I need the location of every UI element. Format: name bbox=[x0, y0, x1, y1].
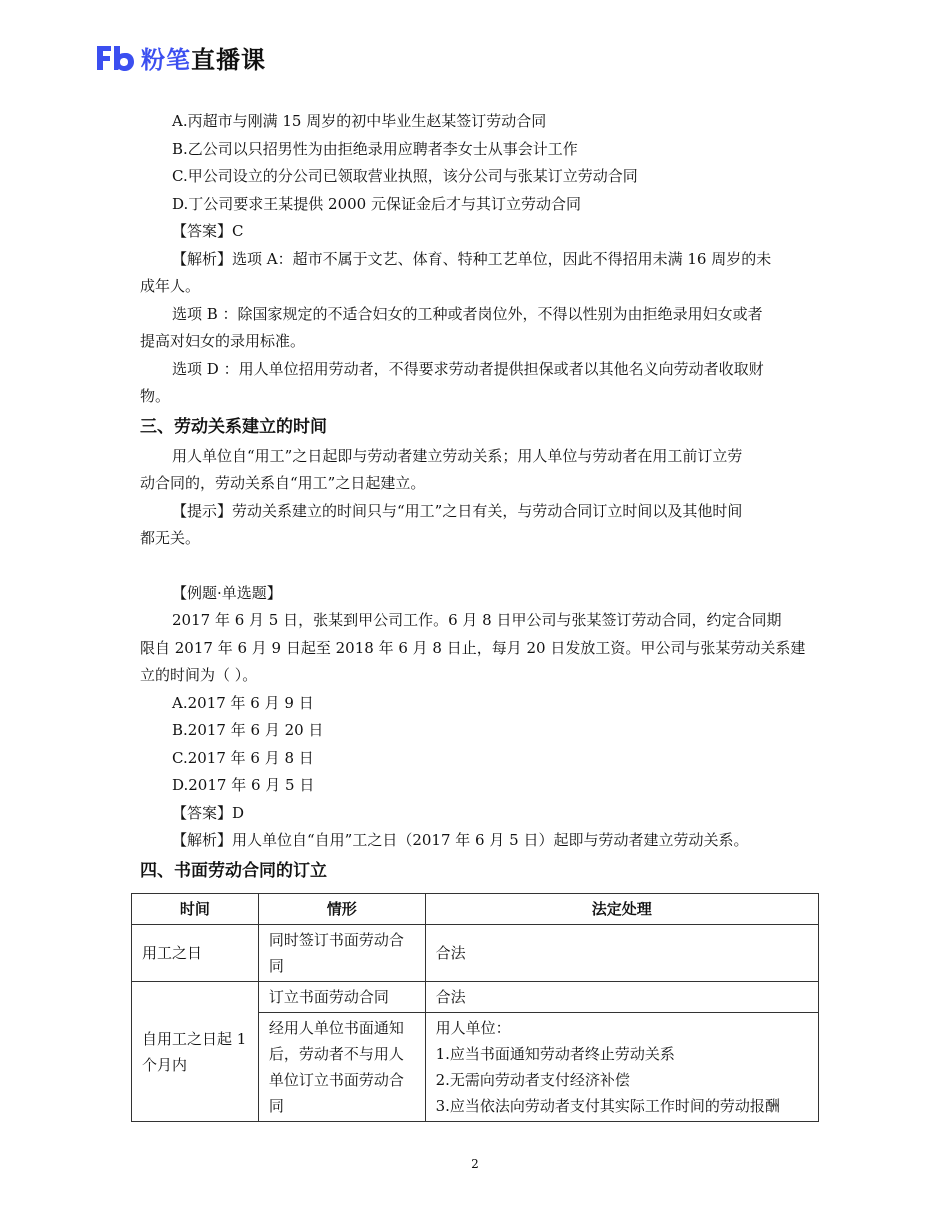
cell-time-text: 用工之日 bbox=[142, 944, 203, 962]
analysis-b-line1: 选项 B ：除国家规定的不适合妇女的工种或者岗位外，不得以性别为由拒绝录用妇女或者 bbox=[172, 304, 763, 323]
option-b: B.乙公司以只招男性为由拒绝录用应聘者李女士从事会计工作 bbox=[172, 139, 578, 158]
analysis-a-line2: 成年人。 bbox=[140, 277, 201, 295]
table-header-row bbox=[132, 894, 819, 925]
analysis-b-line2: 提高对妇女的录用标准。 bbox=[140, 332, 306, 350]
answer: 【答案】C bbox=[172, 222, 244, 240]
tip-line1: 【提示】劳动关系建立的时间只与“用工”之日有关，与劳动合同订立时间以及其他时间 bbox=[172, 501, 743, 520]
cell-result-line: 用人单位： bbox=[435, 1019, 511, 1037]
cell-time-line1: 自用工之日起 1 bbox=[142, 1029, 247, 1048]
cell-result-line: 1.应当书面通知劳动者终止劳动关系 bbox=[435, 1045, 675, 1063]
cell-result-text: 合法 bbox=[435, 944, 466, 962]
logo-text bbox=[141, 40, 266, 75]
cell-result-line: 2.无需向劳动者支付经济补偿 bbox=[435, 1071, 630, 1089]
cell-case bbox=[258, 925, 425, 982]
document-body bbox=[140, 108, 820, 887]
table-row bbox=[132, 925, 819, 982]
cell-result-text: 合法 bbox=[435, 988, 466, 1006]
header-case: 情形 bbox=[258, 894, 425, 925]
option-a: A.丙超市与刚满 15 周岁的初中毕业生赵某签订劳动合同 bbox=[172, 112, 547, 130]
option-c: C.甲公司设立的分公司已领取营业执照，该分公司与张某订立劳动合同 bbox=[172, 167, 638, 185]
cell-case-line: 同 bbox=[268, 1097, 284, 1115]
tip-line2: 都无关。 bbox=[140, 529, 201, 547]
analysis-a-line1: 【解析】选项 A：超市不属于文艺、体育、特种工艺单位，因此不得招用未满 16 周岁的未 bbox=[172, 249, 772, 268]
cell-case-line: 后，劳动者不与用人 bbox=[268, 1045, 404, 1063]
brand-logo bbox=[95, 40, 266, 75]
example-option-c: C.2017 年 6 月 8 日 bbox=[172, 748, 314, 767]
cell-result bbox=[425, 925, 818, 982]
table-row bbox=[132, 982, 819, 1013]
example-title: 【例题·单选题】 bbox=[172, 583, 282, 602]
cell-case-line: 经用人单位书面通知 bbox=[268, 1019, 404, 1037]
section3-para-line1: 用人单位自“用工”之日起即与劳动者建立劳动关系；用人单位与劳动者在用工前订立劳 bbox=[172, 446, 743, 465]
contract-table bbox=[131, 893, 819, 1122]
cell-case-line: 单位订立书面劳动合 bbox=[268, 1071, 404, 1089]
option-d: D.丁公司要求王某提供 2000 元保证金后才与其订立劳动合同 bbox=[172, 194, 581, 213]
cell-result bbox=[425, 982, 818, 1013]
cell-time-line2: 个月内 bbox=[142, 1055, 188, 1074]
cell-case-line2: 同 bbox=[268, 957, 284, 975]
cell-time bbox=[132, 982, 259, 1122]
cell-case-line1: 同时签订书面劳动合 bbox=[268, 931, 404, 949]
example-option-d: D.2017 年 6 月 5 日 bbox=[172, 776, 315, 794]
logo-text-course: 直播课 bbox=[191, 46, 266, 74]
example-answer: 【答案】D bbox=[172, 803, 245, 822]
analysis-d-line2: 物。 bbox=[140, 387, 171, 405]
page-number: 2 bbox=[471, 1157, 479, 1171]
cell-case bbox=[258, 1013, 425, 1122]
example-option-a: A.2017 年 6 月 9 日 bbox=[172, 693, 314, 712]
header-result: 法定处理 bbox=[425, 894, 818, 925]
fb-logo-icon bbox=[95, 43, 135, 73]
cell-result bbox=[425, 1013, 818, 1122]
cell-case bbox=[258, 982, 425, 1013]
example-question-line3: 立的时间为（ ）。 bbox=[140, 666, 258, 684]
section-heading-3: 三、劳动关系建立的时间 bbox=[140, 416, 327, 437]
example-question-line2: 限自 2017 年 6 月 9 日起至 2018 年 6 月 8 日止，每月 20 日发放工资。甲公司与张某劳动关系建 bbox=[140, 638, 806, 657]
example-option-b: B.2017 年 6 月 20 日 bbox=[172, 721, 324, 739]
cell-result-line: 3.应当依法向劳动者支付其实际工作时间的劳动报酬 bbox=[435, 1097, 780, 1115]
logo-text-brand: 粉笔 bbox=[141, 46, 191, 74]
cell-time bbox=[132, 925, 259, 982]
header-time: 时间 bbox=[132, 894, 259, 925]
section3-para-line2: 动合同的，劳动关系自“用工”之日起建立。 bbox=[140, 474, 426, 492]
cell-case-text: 订立书面劳动合同 bbox=[268, 988, 389, 1006]
section-heading-4: 四、书面劳动合同的订立 bbox=[140, 860, 327, 881]
example-question-line1: 2017 年 6 月 5 日，张某到甲公司工作。6 月 8 日甲公司与张某签订劳动合同，约定合同期 bbox=[172, 611, 782, 629]
analysis-d-line1: 选项 D ：用人单位招用劳动者，不得要求劳动者提供担保或者以其他名义向劳动者收取财 bbox=[172, 359, 764, 378]
example-analysis: 【解析】用人单位自“自用”工之日（2017 年 6 月 5 日）起即与劳动者建立劳动关系。 bbox=[172, 831, 749, 849]
